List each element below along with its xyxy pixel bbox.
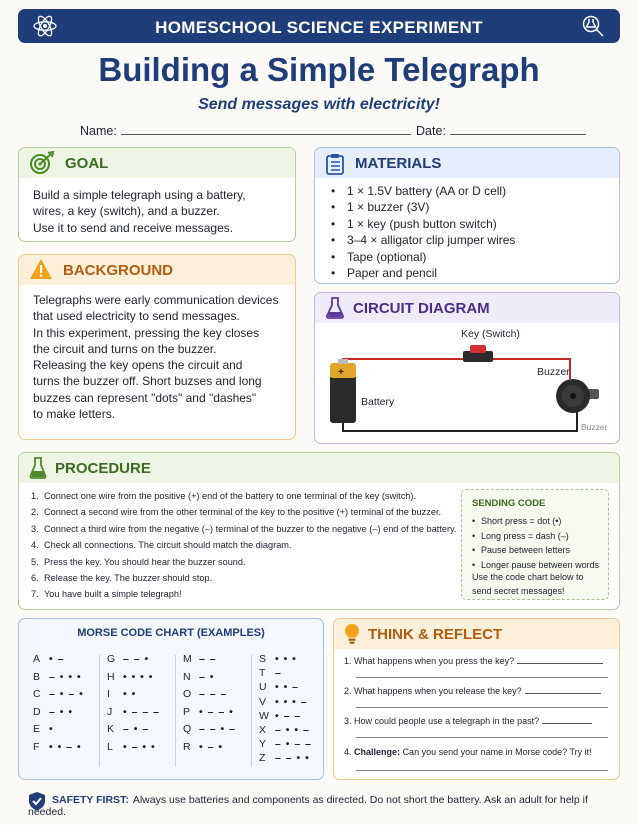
list-item: • Longer pause between words <box>472 558 599 573</box>
question-3 <box>344 715 592 727</box>
list-item: • Tape (optional) <box>331 249 515 265</box>
list-item: 7. You have built a simple telegraph! <box>31 589 182 600</box>
question-text: What happens when you release the key? <box>354 686 522 696</box>
background-line: to make letters. <box>33 407 116 422</box>
step-text: Check all connections. The circuit should match the diagram. <box>44 540 292 551</box>
background-line: turns the buzzer off. Short buzses and long <box>33 374 262 389</box>
list-item: 2. Connect a second wire from the other terminal of the key to the positive (+) terminal of the buzzer. <box>31 507 442 518</box>
morse-row <box>33 739 84 757</box>
circuit-card <box>314 292 620 444</box>
morse-row <box>107 721 160 739</box>
question-text: What happens when you press the key? <box>354 656 515 666</box>
morse-row <box>259 751 312 765</box>
morse-column <box>33 651 84 757</box>
list-item: • 3–4 × alligator clip jumper wires <box>331 232 515 248</box>
step-text: Release the key. The buzzer should stop. <box>44 573 213 584</box>
goal-text <box>33 187 291 236</box>
morse-code: • • – • <box>49 740 82 753</box>
clipboard-list-icon <box>325 153 345 175</box>
morse-chart-title: MORSE CODE CHART (EXAMPLES) <box>77 627 265 639</box>
name-blank[interactable] <box>121 124 411 135</box>
question-number: 1. <box>344 656 352 666</box>
morse-row <box>259 709 312 723</box>
background-line: Releasing the key opens the circuit and <box>33 358 243 373</box>
morse-row <box>259 666 312 680</box>
morse-letter: D <box>33 705 41 718</box>
morse-code: • – – – <box>123 705 160 718</box>
circuit-title: CIRCUIT DIAGRAM <box>353 300 490 317</box>
question-number: 4. <box>344 747 352 757</box>
safety-text: Always use batteries and components as directed. Do not short the battery. Ask an adult for help if needed. <box>28 794 588 818</box>
list-item: 4. Check all connections. The circuit should match the diagram. <box>31 540 292 551</box>
morse-letter: F <box>33 740 40 753</box>
answer-blank[interactable] <box>517 655 603 664</box>
list-item: • Short press = dot (•) <box>472 514 599 529</box>
morse-row <box>183 669 236 687</box>
procedure-card <box>18 452 620 610</box>
morse-divider <box>175 655 176 767</box>
morse-code: – – – <box>199 688 228 701</box>
morse-code: – • • • <box>49 670 82 683</box>
battery-label: Battery <box>361 396 395 408</box>
morse-letter: O <box>183 688 192 701</box>
morse-code: – • • <box>49 705 74 718</box>
morse-row <box>259 680 312 694</box>
beaker-icon <box>29 457 47 479</box>
list-item: • 1 × key (push button switch) <box>331 216 515 232</box>
materials-card <box>314 147 620 284</box>
morse-letter: G <box>107 653 116 665</box>
morse-row <box>259 695 312 709</box>
goal-line: Use it to send and receive messages. <box>33 220 234 235</box>
morse-letter: W <box>259 709 269 722</box>
question-text: How could people use a telegraph in the past? <box>354 716 540 726</box>
flask-icon <box>325 297 345 319</box>
morse-letter: A <box>33 653 41 665</box>
step-text: Press the key. You should hear the buzzer sound. <box>44 556 246 567</box>
answer-line[interactable] <box>356 737 608 738</box>
question-number: 2. <box>344 686 352 696</box>
answer-line[interactable] <box>356 707 608 708</box>
date-field[interactable] <box>416 124 586 138</box>
procedure-title: PROCEDURE <box>55 460 151 477</box>
morse-chart-card <box>18 618 324 780</box>
morse-code: • – – • <box>199 705 234 718</box>
goal-header <box>19 148 295 178</box>
morse-letter: E <box>33 723 41 736</box>
question-text: Can you send your name in Morse code? Try it! <box>402 747 592 757</box>
buzzer-label: Buzzer <box>537 366 570 378</box>
morse-letter: S <box>259 653 267 665</box>
date-label: Date: <box>416 124 446 138</box>
morse-code: • • • • <box>123 670 154 683</box>
morse-code: • • • <box>275 653 297 665</box>
background-card <box>18 254 296 440</box>
date-blank[interactable] <box>450 124 586 135</box>
materials-list <box>331 183 515 281</box>
morse-row <box>107 651 160 669</box>
morse-letter: K <box>107 723 115 736</box>
morse-code: – • – – <box>275 738 312 751</box>
morse-code: – – • • <box>275 752 310 765</box>
think-reflect-card <box>333 618 620 780</box>
morse-row <box>33 669 84 687</box>
morse-row <box>259 737 312 751</box>
safety-label: SAFETY FIRST: <box>52 794 129 806</box>
header-banner <box>18 9 620 43</box>
morse-row <box>33 651 84 669</box>
sending-code-title: SENDING CODE <box>472 498 546 509</box>
battery-plus-sign: + <box>338 367 344 378</box>
list-item: 6. Release the key. The buzzer should stop. <box>31 573 213 584</box>
morse-row <box>33 704 84 722</box>
question-2 <box>344 685 601 697</box>
buzzer-caption: Buzzer <box>581 422 608 432</box>
morse-code: – • • – <box>275 724 310 737</box>
morse-code: • • – <box>275 681 300 694</box>
morse-row <box>183 686 236 704</box>
lightbulb-icon <box>344 623 360 645</box>
morse-row <box>107 739 160 757</box>
morse-row <box>183 704 236 722</box>
list-item: • Long press = dash (–) <box>472 529 599 544</box>
background-text <box>33 292 291 422</box>
sending-code-note: Use the code chart below to send secret messages! <box>472 572 584 596</box>
morse-divider <box>251 655 252 767</box>
morse-code: – – • – <box>199 723 236 736</box>
morse-letter: P <box>183 705 191 718</box>
morse-row <box>183 739 236 757</box>
materials-title: MATERIALS <box>355 155 442 172</box>
morse-row <box>183 651 236 669</box>
morse-code: • • <box>123 688 137 701</box>
background-line: the circuit and turns on the buzzer. <box>33 341 217 356</box>
key-label: Key (Switch) <box>461 328 520 340</box>
sending-code-list <box>472 514 599 572</box>
morse-letter: J <box>107 705 113 718</box>
morse-letter: C <box>33 688 41 701</box>
question-1 <box>344 655 603 667</box>
goal-card <box>18 147 296 242</box>
morse-row <box>107 686 160 704</box>
circuit-diagram <box>315 323 619 443</box>
morse-letter: Q <box>183 723 192 736</box>
morse-code: • – – <box>275 709 302 722</box>
question-number: 3. <box>344 716 352 726</box>
morse-row <box>107 669 160 687</box>
background-line: that used electricity to send messages. <box>33 309 240 324</box>
morse-code: – • <box>199 670 215 683</box>
morse-letter: B <box>33 670 41 683</box>
morse-code: – – <box>199 653 217 665</box>
warning-icon <box>29 258 53 280</box>
negative-wire <box>343 409 577 431</box>
morse-row <box>183 721 236 739</box>
positive-wire <box>343 359 465 365</box>
background-line: In this experiment, pressing the key closes <box>33 325 260 340</box>
background-line: buzzes can represent "dots" and "dashes" <box>33 390 257 405</box>
morse-letter: U <box>259 681 267 694</box>
safety-note <box>28 794 618 818</box>
morse-letter: X <box>259 724 267 737</box>
sending-code-box <box>461 489 609 600</box>
morse-code: – • – • <box>49 688 84 701</box>
list-item: 5. Press the key. You should hear the buzzer sound. <box>31 556 246 567</box>
morse-column <box>259 652 312 766</box>
morse-code: • – • <box>199 740 224 753</box>
step-text: You have built a simple telegraph! <box>44 589 182 600</box>
name-field[interactable] <box>80 124 411 138</box>
morse-code: – – • <box>123 653 150 665</box>
morse-letter: T <box>259 667 266 680</box>
page-title: Building a Simple Telegraph <box>98 51 540 88</box>
morse-code: – • – <box>123 723 150 736</box>
morse-row <box>33 686 84 704</box>
list-item: 1. Connect one wire from the positive (+) end of the battery to one terminal of the key (switch). <box>31 491 417 501</box>
morse-row <box>259 723 312 737</box>
key-switch <box>463 345 493 362</box>
morse-column <box>183 651 236 757</box>
procedure-steps <box>31 488 463 603</box>
step-text: Connect a second wire from the other terminal of the key to the positive (+) terminal of the buzzer. <box>44 507 442 518</box>
answer-line[interactable] <box>356 770 608 771</box>
think-reflect-title: THINK & REFLECT <box>368 626 503 643</box>
goal-title: GOAL <box>65 155 109 172</box>
question-4 <box>344 746 592 758</box>
morse-letter: H <box>107 670 115 683</box>
buzzer <box>556 379 599 413</box>
list-item: • Paper and pencil <box>331 265 515 281</box>
morse-letter: Y <box>259 738 267 751</box>
step-text: Connect one wire from the positive (+) end of the battery to one terminal of the key (switch). <box>44 491 417 501</box>
morse-letter: L <box>107 740 113 753</box>
banner-title: HOMESCHOOL SCIENCE EXPERIMENT <box>155 18 483 37</box>
name-label: Name: <box>80 124 117 138</box>
target-icon <box>29 151 55 175</box>
morse-letter: I <box>107 688 110 701</box>
magnifier-flask-icon <box>580 13 606 39</box>
morse-letter: N <box>183 670 191 683</box>
morse-row <box>259 652 312 666</box>
morse-letter: M <box>183 653 192 665</box>
list-item: • Pause between letters <box>472 543 599 558</box>
morse-row <box>107 704 160 722</box>
list-item: • 1 × buzzer (3V) <box>331 199 515 215</box>
morse-letter: Z <box>259 752 266 765</box>
list-item: 3. Connect a third wire from the negative (–) terminal of the buzzer to the negative (–) end of the battery. <box>31 523 457 534</box>
page-subtitle: Send messages with electricity! <box>198 96 440 113</box>
question-challenge-label: Challenge: <box>354 747 401 757</box>
morse-column <box>107 651 160 757</box>
morse-letter: R <box>183 740 191 753</box>
morse-code: • – • • <box>123 740 156 753</box>
morse-code: • – <box>49 653 65 665</box>
morse-letter: V <box>259 695 267 708</box>
answer-line[interactable] <box>356 677 608 678</box>
morse-code: – <box>275 667 282 680</box>
list-item: • 1 × 1.5V battery (AA or D cell) <box>331 183 515 199</box>
morse-divider <box>99 655 100 767</box>
morse-code: • • • – <box>275 695 308 708</box>
morse-code: • <box>49 723 54 736</box>
background-line: Telegraphs were early communication devices <box>33 293 279 307</box>
goal-line: wires, a key (switch), and a buzzer. <box>33 204 220 219</box>
answer-blank[interactable] <box>525 685 601 694</box>
answer-blank[interactable] <box>542 715 592 724</box>
goal-line: Build a simple telegraph using a battery, <box>33 188 246 202</box>
morse-row <box>33 721 84 739</box>
background-title: BACKGROUND <box>63 262 173 279</box>
step-text: Connect a third wire from the negative (–) terminal of the buzzer to the negative (–) end of the battery. <box>44 523 457 534</box>
